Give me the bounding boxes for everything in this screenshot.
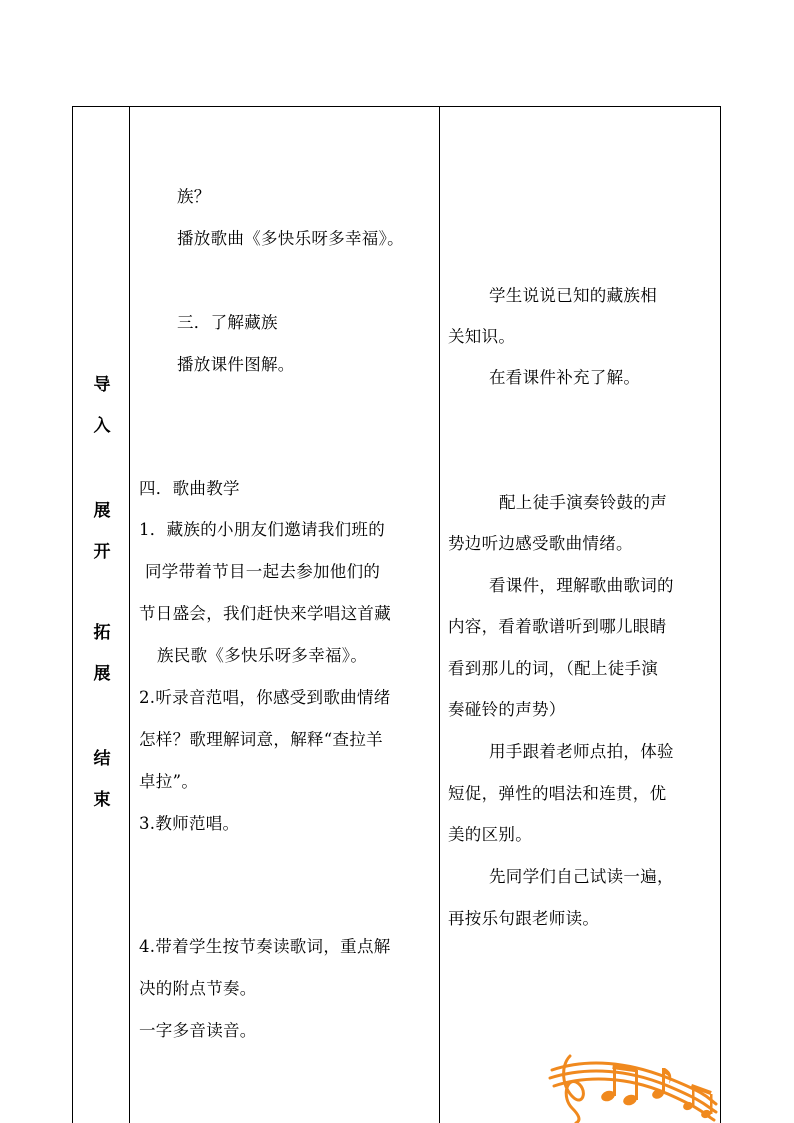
stage-label-char: 束 xyxy=(93,790,111,810)
text-line: 同学带着节目一起去参加他们的 xyxy=(145,562,381,581)
text-line: 节日盛会，我们赶快来学唱这首藏 xyxy=(139,604,391,623)
text-line: 美的区别。 xyxy=(448,825,532,844)
text-line: 播放歌曲《多快乐呀多幸福》。 xyxy=(177,229,404,248)
stage-label-char: 拓 xyxy=(93,623,111,643)
text-line: 内容，看着歌谱听到哪儿眼睛 xyxy=(448,617,667,636)
column-divider-2 xyxy=(439,106,440,1123)
section-heading: 四．歌曲教学 xyxy=(139,479,240,498)
music-notes-icon xyxy=(548,1048,718,1123)
text-line: 先同学们自己试读一遍， xyxy=(489,867,674,886)
text-line: 卓拉”。 xyxy=(139,772,199,791)
text-line: 看到那儿的词，（配上徒手演 xyxy=(448,659,659,678)
text-line: 势边听边感受歌曲情绪。 xyxy=(448,534,633,553)
text-line: 决的附点节奏。 xyxy=(139,979,257,998)
stage-label-char: 开 xyxy=(93,542,111,562)
stage-label-char: 入 xyxy=(93,416,111,436)
text-line: 2.听录音范唱，你感受到歌曲情绪 xyxy=(139,688,391,707)
text-line: 奏碰铃的声势） xyxy=(448,700,566,719)
stage-label-char: 展 xyxy=(93,501,111,521)
text-line: 一字多音读音。 xyxy=(139,1021,257,1040)
stage-label-char: 展 xyxy=(93,664,111,684)
table-top-border xyxy=(72,106,721,107)
text-line: 族民歌《多快乐呀多幸福》。 xyxy=(157,646,368,665)
table-left-border xyxy=(72,106,73,1123)
stage-label-char: 导 xyxy=(93,375,111,395)
text-line: 关知识。 xyxy=(448,327,516,346)
text-line: 在看课件补充了解。 xyxy=(489,368,641,387)
text-line: 怎样？歌理解词意，解释“查拉羊 xyxy=(139,730,383,749)
text-line: 播放课件图解。 xyxy=(177,355,295,374)
stage-label-char: 结 xyxy=(93,749,111,769)
text-line: 3.教师范唱。 xyxy=(139,814,240,833)
text-line: 4.带着学生按节奏读歌词，重点解 xyxy=(139,937,391,956)
text-line: 1．藏族的小朋友们邀请我们班的 xyxy=(139,520,385,539)
text-line: 短促，弹性的唱法和连贯，优 xyxy=(448,784,667,803)
section-heading: 三．了解藏族 xyxy=(177,313,278,332)
table-right-border xyxy=(720,106,721,1123)
column-divider-1 xyxy=(129,106,130,1123)
text-line: 族？ xyxy=(177,187,211,206)
text-line: 用手跟着老师点拍，体验 xyxy=(489,742,674,761)
text-line: 再按乐句跟老师读。 xyxy=(448,909,600,928)
text-line: 学生说说已知的藏族相 xyxy=(489,286,657,305)
text-line: 配上徒手演奏铃鼓的声 xyxy=(499,493,667,512)
text-line: 看课件，理解歌曲歌词的 xyxy=(489,576,674,595)
